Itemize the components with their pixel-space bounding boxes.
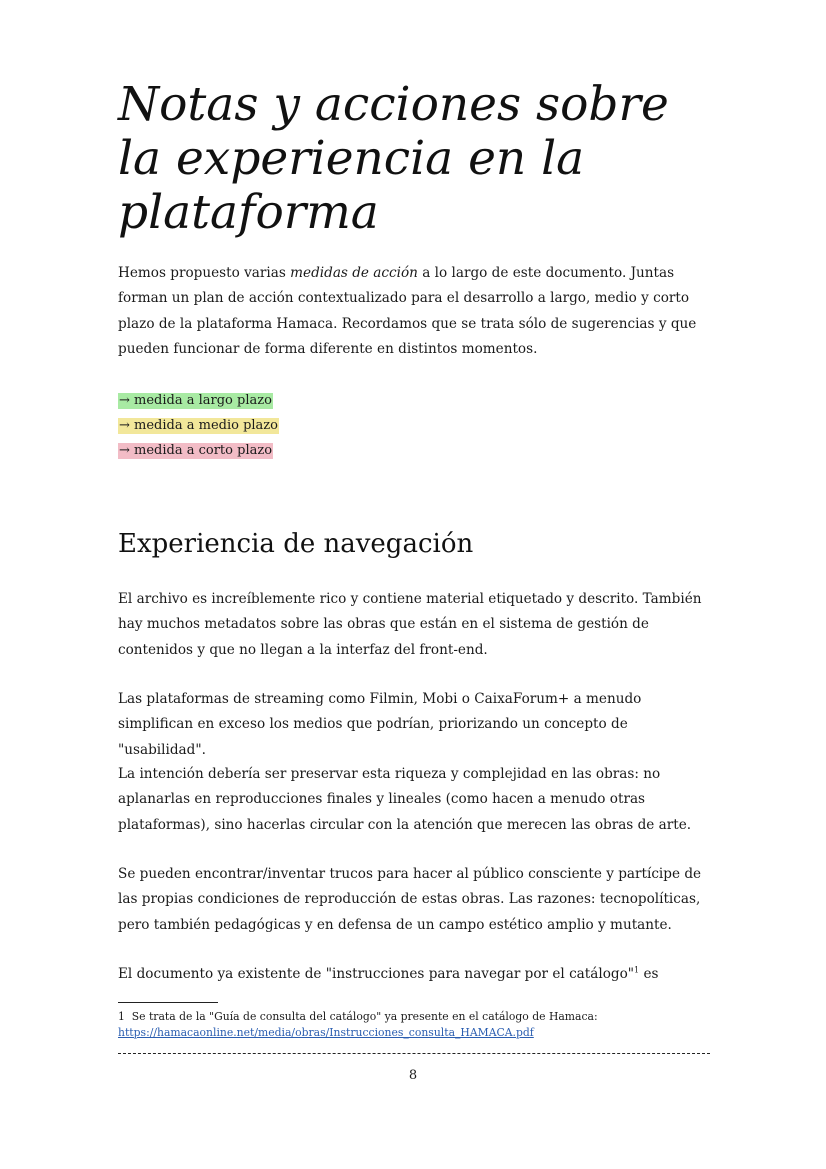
- page-number: 8: [408, 1068, 418, 1083]
- intro-emphasis: medidas de acción: [290, 265, 418, 281]
- measure-legend: [118, 388, 279, 463]
- legend-row-mid: [118, 413, 279, 438]
- body-paragraph-4: Se pueden encontrar/inventar trucos para hacer al público consciente y partícipe de las propias condiciones de reproducción de estas obras. Las razones: tecnopolíticas, pero también pedagógicas y en defensa de un campo estético amplio y mutante.: [118, 866, 702, 933]
- body-paragraph-5: [118, 962, 710, 987]
- legend-medium-term: → medida a medio plazo: [119, 418, 278, 433]
- footnote-divider: [118, 1002, 218, 1003]
- footnote-link[interactable]: https://hamacaonline.net/media/obras/Instrucciones_consulta_HAMACA.pdf: [118, 1026, 534, 1039]
- intro-text-end: a lo largo de este documento. Juntas forman un plan de acción contextualizado para el desarrollo a largo, medio y corto plazo de la plataforma Hamaca. Recordamos que se trata sólo de sugerencias y que pueden funcionar de forma diferente en distintos momentos.: [118, 265, 697, 357]
- footnote-number: 1: [118, 1010, 125, 1023]
- legend-long-term: → medida a largo plazo: [119, 393, 272, 408]
- footnote-text: Se trata de la "Guía de consulta del catálogo" ya presente en el catálogo de Hamaca:: [131, 1010, 598, 1023]
- intro-text-start: Hemos propuesto varias: [118, 265, 291, 281]
- footnote-text-line: [118, 1009, 718, 1025]
- last-paragraph-text: El documento ya existente de "instrucciones para navegar por el catálogo": [118, 966, 635, 982]
- legend-short-term: → medida a corto plazo: [119, 443, 273, 458]
- body-paragraph-2: Las plataformas de streaming como Filmin, Mobi o CaixaForum+ a menudo simplifican en exceso los medios que podrían, priorizando un concepto de "usabilidad".: [118, 691, 642, 758]
- body-paragraph-3: La intención debería ser preservar esta riqueza y complejidad en las obras: no aplanarlas en reproducciones finales y lineales (como hacen a menudo otras plataformas), sino hacerlas circular con la atención que merecen las obras de arte.: [118, 766, 692, 833]
- footnote-reference[interactable]: 1: [634, 965, 640, 975]
- body-paragraph-1: El archivo es increíblemente rico y contiene material etiquetado y descrito. También hay muchos metadatos sobre las obras que están en el sistema de gestión de contenidos y que no llegan a la interfaz del front-end.: [118, 591, 702, 658]
- footnote: [118, 1009, 718, 1041]
- legend-row-long: [118, 388, 279, 413]
- legend-row-short: [118, 438, 279, 463]
- last-paragraph-end: es: [639, 966, 659, 982]
- page-title: Notas y acciones sobre la experiencia en la plataforma: [118, 77, 669, 240]
- intro-paragraph: [118, 261, 710, 362]
- page-bottom-dashed-rule: [118, 1053, 710, 1054]
- section-heading: Experiencia de navegación: [118, 529, 474, 559]
